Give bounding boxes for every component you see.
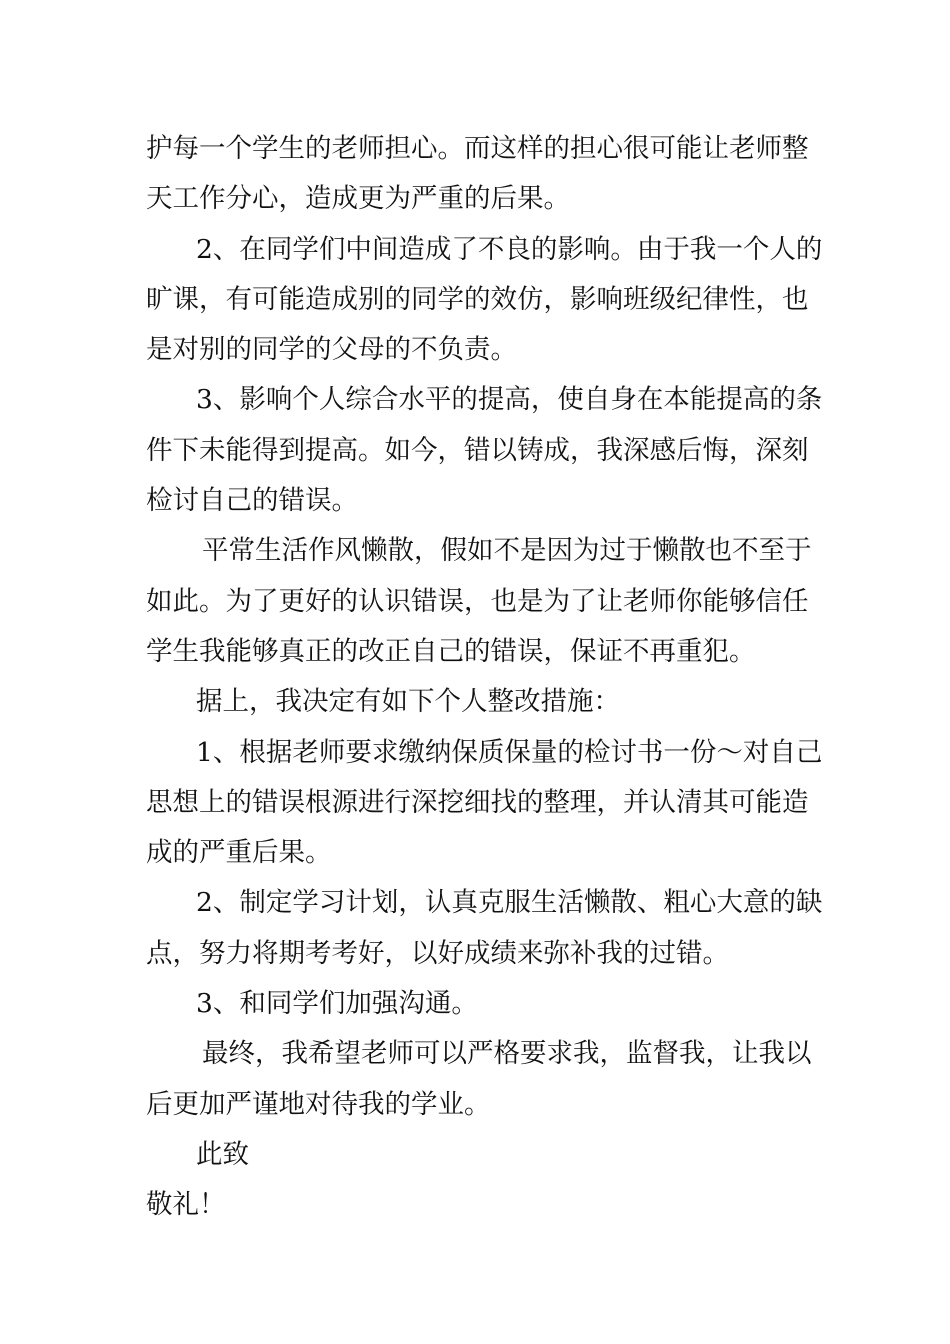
document-body [146, 124, 823, 1231]
text-line: 学生我能够真正的改正自己的错误，保证不再重犯。 [146, 635, 756, 667]
text-line: 此致 [196, 1138, 249, 1170]
text-line: 护每一个学生的老师担心。而这样的担心很可能让老师整 [146, 133, 809, 164]
text-line: 据上，我决定有如下个人整改措施： [196, 686, 620, 718]
text-line: 思想上的错误根源进行深挖细找的整理，并认清其可能造 [146, 786, 809, 818]
text-line: 件下未能得到提高。如今，错以铸成，我深感后悔，深刻 [146, 434, 809, 466]
text-line: 3、和同学们加强沟通。 [196, 988, 478, 1020]
text-line: 检讨自己的错误。 [146, 485, 358, 517]
text-line: 2、制定学习计划，认真克服生活懒散、粗心大意的缺 [196, 887, 823, 919]
text-line: 后更加严谨地对待我的学业。 [146, 1088, 491, 1120]
text-line: 2、在同学们中间造成了不良的影响。由于我一个人的 [196, 233, 823, 265]
text-line: 是对别的同学的父母的不负责。 [146, 334, 517, 366]
text-line: 敬礼！ [146, 1189, 226, 1221]
text-line: 平常生活作风懒散，假如不是因为过于懒散也不至于 [202, 535, 812, 567]
text-line: 旷课，有可能造成别的同学的效仿，影响班级纪律性，也 [146, 283, 809, 315]
text-line: 点，努力将期考考好，以好成绩来弥补我的过错。 [146, 937, 729, 969]
text-line: 天工作分心，造成更为严重的后果。 [146, 183, 570, 215]
text-line: 3、影响个人综合水平的提高，使自身在本能提高的条 [196, 384, 823, 416]
text-line: 最终，我希望老师可以严格要求我，监督我，让我以 [202, 1038, 812, 1070]
text-line: 1、根据老师要求缴纳保质保量的检讨书一份～对自己 [196, 736, 823, 768]
text-line: 成的严重后果。 [146, 837, 332, 869]
text-line: 如此。为了更好的认识错误，也是为了让老师你能够信任 [146, 585, 809, 617]
